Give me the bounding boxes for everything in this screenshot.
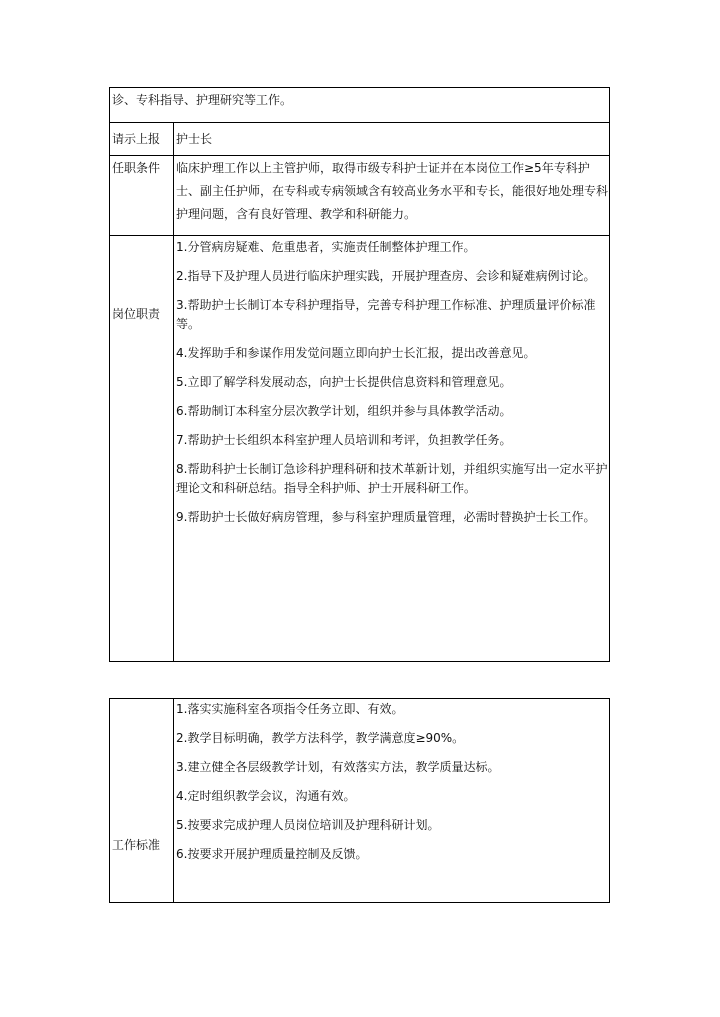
work-standards-table [109,698,610,903]
continuation-text: 诊、专科指导、护理研究等工作。 [112,93,293,107]
duties-label: 岗位职责 [110,236,174,661]
duty-item: 3.帮助护士长制订本专科护理指导，完善专科护理工作标准、护理质量评价标准等。 [176,298,596,331]
report-value: 护士长 [176,131,213,146]
standard-item: 4.定时组织教学会议，沟通有效。 [176,789,356,803]
qualification-row [110,155,609,235]
continuation-row [110,88,609,122]
standard-item: 3.建立健全各层级教学计划，有效落实方法，教学质量达标。 [176,760,500,774]
standards-list [174,699,609,902]
duty-item: 5.立即了解学科发展动态，向护士长提供信息资料和管理意见。 [176,375,512,389]
duty-item: 8.帮助科护士长制订急诊科护理科研和技术革新计划，并组织实施写出一定水平护理论文和科研总结。指导全科护师、护士开展科研工作。 [176,462,608,495]
duty-item: 6.帮助制订本科室分层次教学计划，组织并参与具体教学活动。 [176,404,512,418]
standard-item: 5.按要求完成护理人员岗位培训及护理科研计划。 [176,818,440,832]
job-description-table [109,87,610,662]
duty-item: 2.指导下及护理人员进行临床护理实践，开展护理查房、会诊和疑难病例讨论。 [176,269,596,283]
duty-item: 1.分管病房疑难、危重患者，实施责任制整体护理工作。 [176,240,476,254]
duty-item: 7.帮助护士长组织本科室护理人员培训和考评，负担教学任务。 [176,433,512,447]
duty-item: 4.发挥助手和参谋作用发觉问题立即向护士长汇报，提出改善意见。 [176,346,536,360]
duties-list [174,236,609,661]
standard-item: 1.落实实施科室各项指令任务立即、有效。 [176,702,404,716]
qualification-label: 任职条件 [110,156,174,235]
report-label: 请示上报 [110,123,174,155]
duties-row [110,235,609,661]
report-row [110,122,609,155]
duty-item: 9.帮助护士长做好病房管理，参与科室护理质量管理，必需时替换护士长工作。 [176,510,596,524]
standards-label: 工作标准 [110,699,174,902]
standard-item: 2.教学目标明确，教学方法科学，教学满意度≥90%。 [176,731,465,745]
standard-item: 6.按要求开展护理质量控制及反馈。 [176,847,368,861]
qualification-value: 临床护理工作以上主管护师，取得市级专科护士证并在本岗位工作≥5年专科护士、副主任护师，在专科或专病领域含有较高业务水平和专长，能很好地处理专科护理问题，含有良好管理、教学和科研能力。 [176,161,609,221]
standards-row [110,699,609,902]
